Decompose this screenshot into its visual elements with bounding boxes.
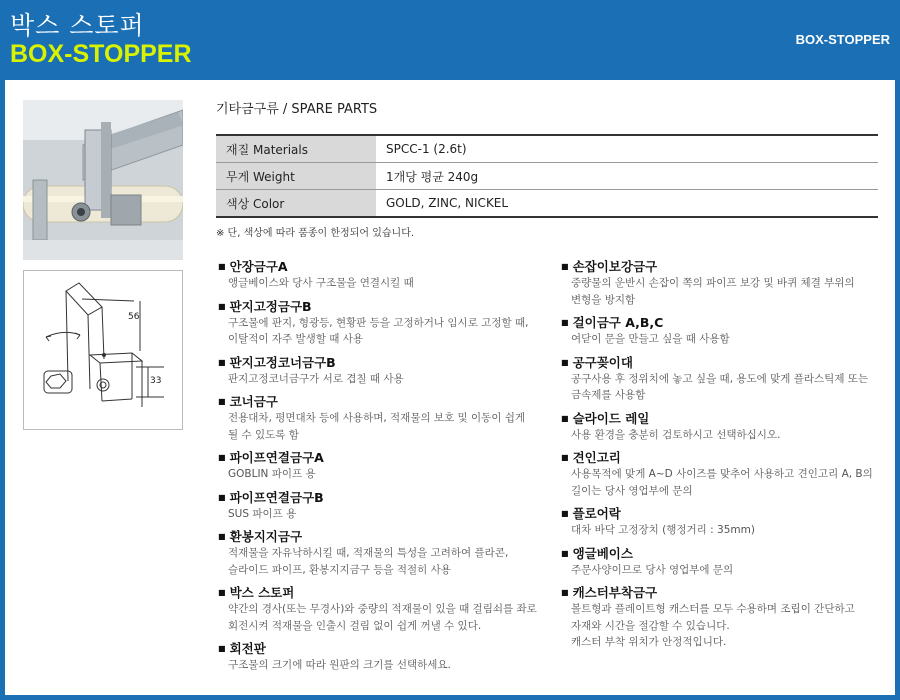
section-title: 기타금구류 / SPARE PARTS [216,102,378,117]
part-title: 캐스터부착금구 [572,585,658,600]
spec-row-weight [216,163,878,190]
dimension-label-56: 56 [128,312,140,322]
part-description: 볼트형과 플레이트형 캐스터를 모두 수용하며 조립이 간단하고 자재와 시간을 절감할 수 있습니다. 캐스터 부착 위치가 안정적입니다. [571,603,855,648]
part-description: 여닫이 문을 만들고 싶을 때 사용함 [571,333,730,345]
part-title: 슬라이드 레일 [572,410,650,426]
part-description: 앵글베이스와 당사 구조물을 연결시킬 때 [228,277,414,289]
part-title: 파이프연결금구A [229,450,324,465]
spec-label: 재질 Materials [216,135,376,163]
dimension-drawing-image [24,271,182,429]
product-title-english: BOX-STOPPER [10,40,192,68]
part-item: ■ 플로어락 대차 바닥 고정장치 (행정거리 : 35mm) [561,505,891,539]
part-title: 파이프연결금구B [229,489,324,505]
product-photo [23,100,183,260]
part-title: 판지고정금구B [229,298,312,314]
part-description: GOBLIN 파이프 용 [228,468,316,480]
spec-value: 1개당 평균 240g [376,163,878,190]
part-title: 플로어락 [572,506,621,521]
part-title: 코너금구 [229,394,278,409]
part-item: ■ 캐스터부착금구 볼트형과 플레이트형 캐스터를 모두 수용하며 조립이 간단하고 자재와 시간을 절감할 수 있습니다. 캐스터 부착 위치가 안정적입니다. [561,584,891,651]
part-title: 앵글베이스 [572,545,633,561]
part-title: 안장금구A [229,259,288,274]
part-description: 중량물의 운반시 손잡이 쪽의 파이프 보강 및 바퀴 체결 부위의 변형을 방지함 [571,277,855,306]
part-item: ■ 파이프연결금구A GOBLIN 파이프 용 [218,449,548,483]
part-item: ■ 손잡이보강금구 중량물의 운반시 손잡이 쪽의 파이프 보강 및 바퀴 체결 부위의 변형을 방지함 [561,258,891,308]
part-description: 판지고정코너금구가 서로 겹칠 때 사용 [228,372,404,385]
page-header [0,0,900,80]
part-item: ■ 앵글베이스 주문사양이므로 당사 영업부에 문의 [561,545,891,579]
spec-label: 색상 Color [216,190,376,218]
part-title: 환봉지지금구 [229,529,303,544]
part-description: SUS 파이프 용 [228,507,297,520]
part-description: 전용대차, 평면대차 등에 사용하며, 적재물의 보호 및 이동이 쉽게 될 수 있도록 함 [228,412,526,441]
part-title: 걸이금구 A,B,C [572,315,664,330]
spec-row-materials [216,135,878,163]
part-item: ■ 박스 스토퍼 약간의 경사(또는 무경사)와 중량의 적재물이 있을 때 걸림쇠를 좌로 회전시켜 적재물을 인출시 걸림 없이 쉽게 꺼낼 수 있다. [218,584,548,634]
part-item: ■ 안장금구A 앵글베이스와 당사 구조물을 연결시킬 때 [218,258,548,292]
part-description: 구조물의 크기에 따라 원판의 크기를 선택하세요. [228,659,451,671]
spec-row-color [216,190,878,218]
parts-list-left [218,258,548,680]
part-item: ■ 환봉지지금구 적재물을 자유낙하시킬 때, 적재물의 특성을 고려하여 플라콘, 슬라이드 파이프, 환봉지지금구 등을 적절히 사용 [218,528,548,578]
header-product-label: BOX-STOPPER [795,32,890,47]
part-item: ■ 슬라이드 레일 사용 환경을 충분히 검토하시고 선택하십시오. [561,410,891,444]
part-description: 주문사양이므로 당사 영업부에 문의 [571,563,734,576]
content-panel [5,80,895,695]
part-description: 공구사용 후 정위치에 놓고 싶을 때, 용도에 맞게 플라스틱제 또는 금속제를 사용함 [571,372,869,401]
part-description: 사용 환경을 충분히 검토하시고 선택하십시오. [571,428,781,441]
part-description: 대차 바닥 고정장치 (행정거리 : 35mm) [571,524,755,536]
part-description: 사용목적에 맞게 A~D 사이즈를 맞추어 사용하고 견인고리 A, B의 길이는 당사 영업부에 문의 [571,468,873,497]
spec-label: 무게 Weight [216,163,376,190]
part-item: ■ 판지고정코너금구B 판지고정코너금구가 서로 겹칠 때 사용 [218,354,548,388]
part-title: 견인고리 [572,450,621,465]
spec-value: GOLD, ZINC, NICKEL [376,190,878,218]
part-description: 적재물을 자유낙하시킬 때, 적재물의 특성을 고려하여 플라콘, 슬라이드 파이프, 환봉지지금구 등을 적절히 사용 [228,547,509,576]
part-title: 손잡이보강금구 [572,259,658,274]
dimension-drawing [23,270,183,430]
spec-value: SPCC-1 (2.6t) [376,135,878,163]
part-description: 약간의 경사(또는 무경사)와 중량의 적재물이 있을 때 걸림쇠를 좌로 회전시켜 적재물을 인출시 걸림 없이 쉽게 꺼낼 수 있다. [228,603,537,632]
part-item: ■ 파이프연결금구B SUS 파이프 용 [218,489,548,523]
part-title: 판지고정코너금구B [229,354,336,370]
color-note: ※ 단, 색상에 따라 품종이 한정되어 있습니다. [216,228,415,239]
part-title: 회전판 [229,641,266,656]
parts-list-right [561,258,891,657]
part-item: ■ 회전판 구조물의 크기에 따라 원판의 크기를 선택하세요. [218,640,548,674]
spec-table [216,134,878,218]
product-title-korean: 박스 스토퍼 [10,11,145,40]
part-title: 공구꽂이대 [572,354,633,370]
product-photo-image [23,100,183,260]
part-title: 박스 스토퍼 [229,585,295,600]
part-item: ■ 견인고리 사용목적에 맞게 A~D 사이즈를 맞추어 사용하고 견인고리 A, B의 길이는 당사 영업부에 문의 [561,449,891,499]
part-item: ■ 코너금구 전용대차, 평면대차 등에 사용하며, 적재물의 보호 및 이동이 쉽게 될 수 있도록 함 [218,393,548,443]
part-item: ■ 판지고정금구B 구조물에 판지, 형광등, 현황판 등을 고정하거나 임시로 고정할 때, 이탈적이 자주 발생할 때 사용 [218,298,548,348]
part-description: 구조물에 판지, 형광등, 현황판 등을 고정하거나 임시로 고정할 때, 이탈적이 자주 발생할 때 사용 [228,316,529,345]
dimension-label-33: 33 [150,376,162,386]
part-item: ■ 공구꽂이대 공구사용 후 정위치에 놓고 싶을 때, 용도에 맞게 플라스틱제 또는 금속제를 사용함 [561,354,891,404]
part-item: ■ 걸이금구 A,B,C 여닫이 문을 만들고 싶을 때 사용함 [561,314,891,348]
